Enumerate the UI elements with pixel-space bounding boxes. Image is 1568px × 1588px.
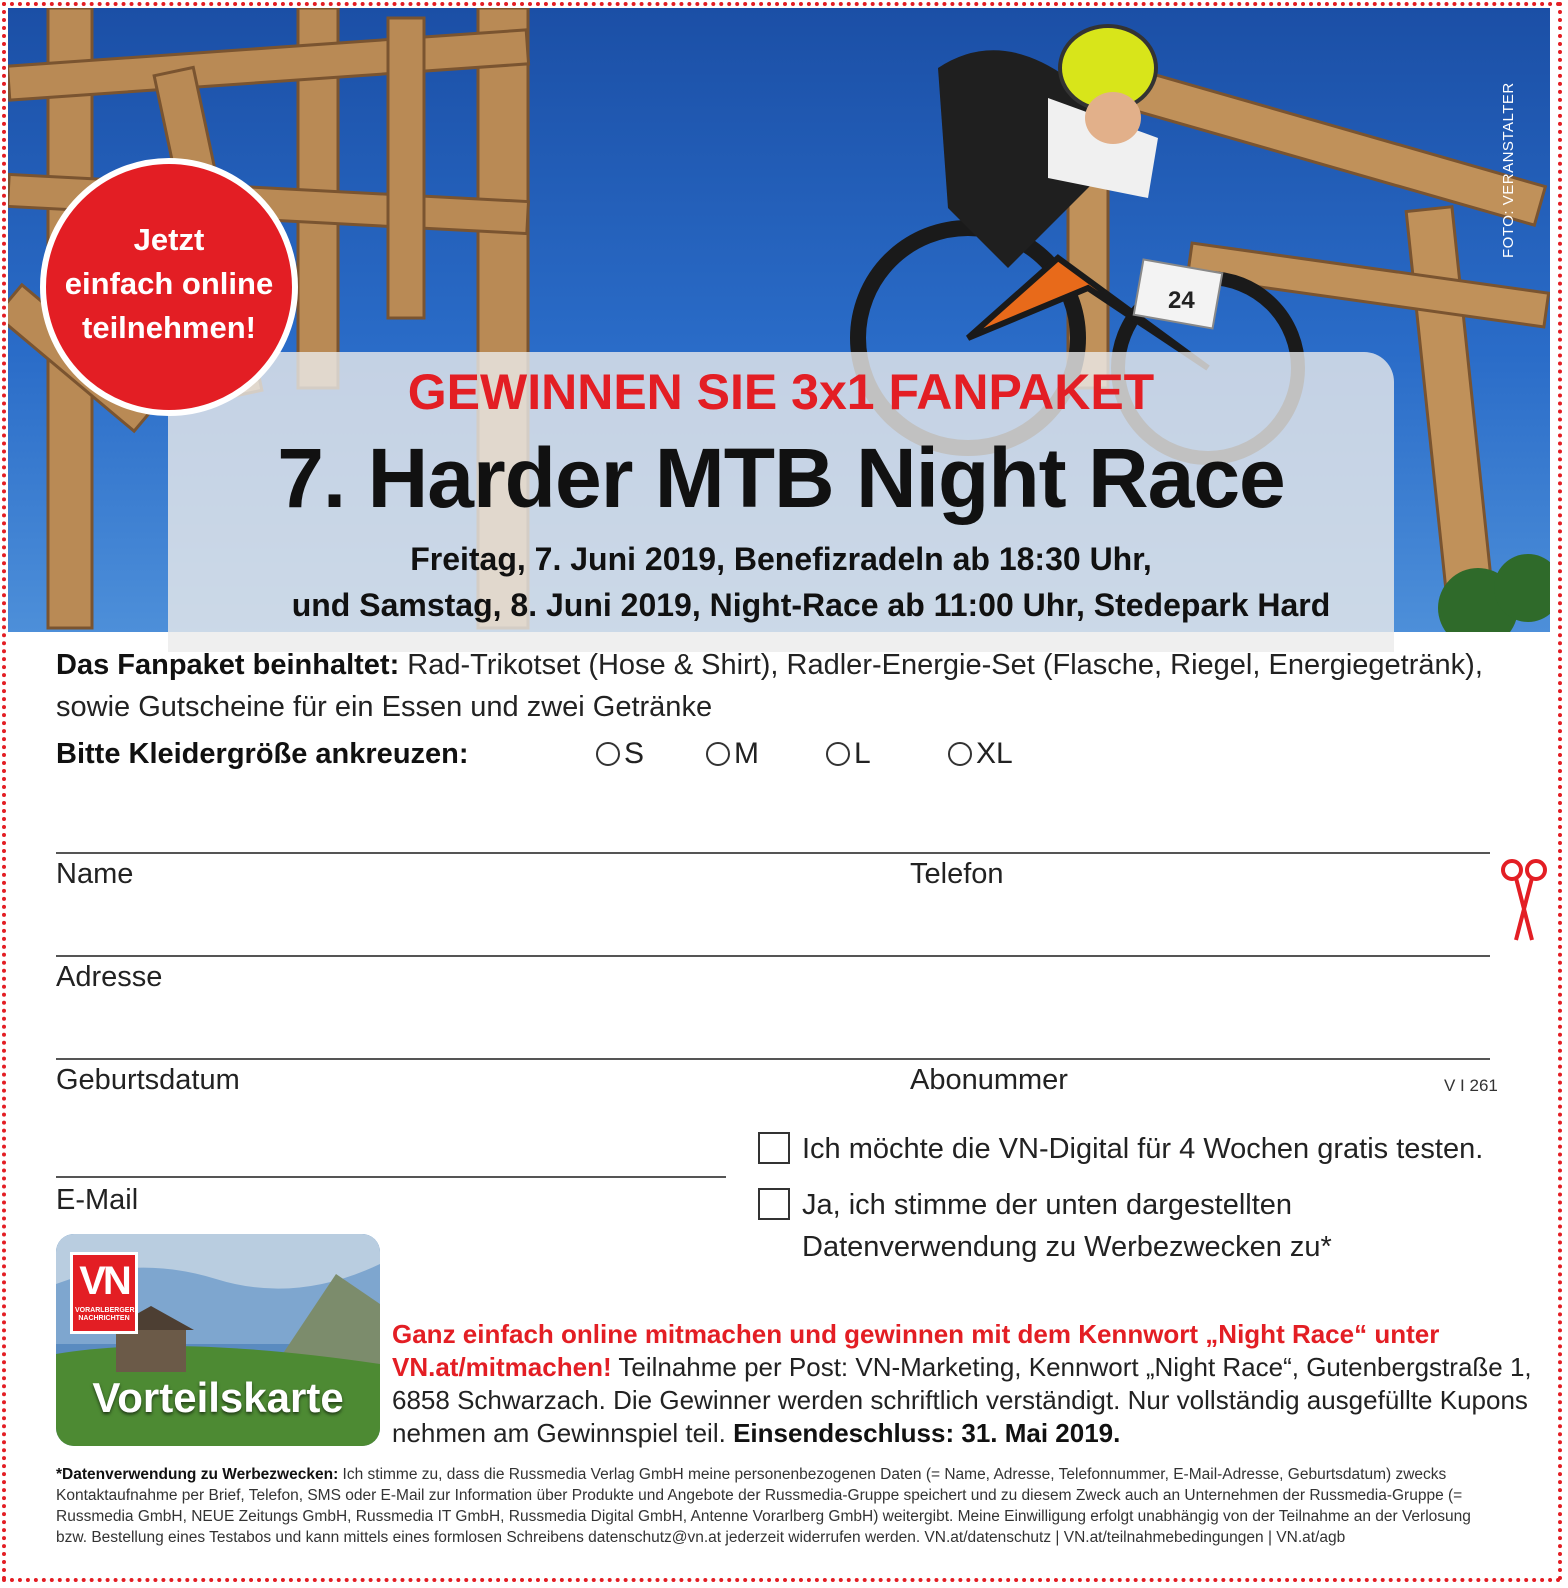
photo-credit: FOTO: VERANSTALTER bbox=[1500, 82, 1517, 258]
adresse-line[interactable] bbox=[56, 955, 1490, 957]
radio-circle-icon[interactable] bbox=[826, 742, 850, 766]
fine-print-text: Ich stimme zu, dass die Russmedia Verlag GmbH meine personenbezogenen Daten (= Name, Adresse, Telefonnummer, E-Mail-Adresse, Geburtsdatum) zwecks Kontaktaufnahme per Brief, Telefon, SMS oder E-Mail zur Information über Produkte und Angebote der Russmedia-Gruppe speichert und zu diesem Zweck auch an Unternehmen der Russmedia-Gruppe (= Russmedia GmbH, NEUE Zeitungs GmbH, Russmedia IT GmbH, Russmedia Digital GmbH, Antenne Vorarlberg GmbH) weitergibt. Meine Einwilligung erfolgt unabhängig von der Teilnahme an der Verlosung bzw. Bestellung eines Testabos und kann mittels eines formlosen Schreibens datenschutz@vn.at jederzeit widerrufen werden. VN.at/datenschutz | VN.at/teilnahmebedingungen | VN.at/agb bbox=[56, 1466, 1471, 1546]
participation-info bbox=[392, 1318, 1532, 1450]
size-option-xl[interactable]: XL bbox=[948, 732, 1013, 776]
vorteilskarte-title: Vorteilskarte bbox=[92, 1374, 344, 1421]
participation-text: Teilnahme per Post: VN-Marketing, Kennwort „Night Race“, Gutenbergstraße 1, 6858 Schwarzach. Die Gewinner werden schriftlich verständigt. Nur vollständig ausgefüllte Kupons nehmen am Gewinnspiel teil. bbox=[392, 1352, 1532, 1448]
consent-option[interactable] bbox=[758, 1184, 1498, 1268]
email-label: E-Mail bbox=[56, 1184, 139, 1216]
headline-title: 7. Harder MTB Night Race bbox=[277, 431, 1285, 525]
size-selection bbox=[56, 732, 1156, 776]
coupon-code: V I 261 bbox=[1444, 1076, 1498, 1095]
deadline: Einsendeschluss: 31. Mai 2019. bbox=[733, 1418, 1121, 1448]
fanpaket-text: Rad-Trikotset (Hose & Shirt), Radler-Energie-Set (Flasche, Riegel, Energiegetränk), sowie Gutscheine für ein Essen und zwei Getränke bbox=[56, 649, 1483, 723]
headline-kicker: GEWINNEN SIE 3x1 FANPAKET bbox=[407, 364, 1155, 420]
name-telefon-line[interactable] bbox=[56, 852, 1490, 854]
radio-circle-icon[interactable] bbox=[948, 742, 972, 766]
telefon-label: Telefon bbox=[910, 858, 1004, 890]
adresse-label: Adresse bbox=[56, 961, 163, 993]
name-label: Name bbox=[56, 858, 134, 890]
size-label: Bitte Kleidergröße ankreuzen: bbox=[56, 738, 469, 770]
fanpaket-description bbox=[56, 644, 1496, 728]
scissors-icon bbox=[1500, 856, 1548, 944]
geburtsdatum-line[interactable] bbox=[56, 1058, 1490, 1060]
size-option-s[interactable]: S bbox=[596, 732, 644, 776]
consent-checkbox[interactable] bbox=[758, 1188, 790, 1220]
headline-date-line-2: und Samstag, 8. Juni 2019, Night-Race ab 11:00 Uhr, Stedepark Hard bbox=[291, 587, 1331, 623]
email-line[interactable] bbox=[56, 1176, 726, 1178]
geburtsdatum-label: Geburtsdatum bbox=[56, 1064, 240, 1096]
radio-circle-icon[interactable] bbox=[596, 742, 620, 766]
abonummer-label: Abonummer bbox=[910, 1064, 1068, 1096]
size-option-m[interactable]: M bbox=[706, 732, 759, 776]
participation-headline: Ganz einfach online mitmachen und gewinnen mit dem Kennwort „Night Race“ unter VN.at/mitmachen! bbox=[392, 1319, 1440, 1382]
radio-circle-icon[interactable] bbox=[706, 742, 730, 766]
consent-text: Ja, ich stimme der unten dargestellten Datenverwendung zu Werbezwecken zu* bbox=[802, 1189, 1332, 1263]
digital-trial-checkbox[interactable] bbox=[758, 1132, 790, 1164]
vorteilskarte bbox=[56, 1234, 380, 1446]
fine-print bbox=[56, 1464, 1506, 1548]
vn-logo: VN VORARLBERGER NACHRICHTEN bbox=[70, 1252, 138, 1334]
size-option-l[interactable]: L bbox=[826, 732, 871, 776]
headline-date-line-1: Freitag, 7. Juni 2019, Benefizradeln ab 18:30 Uhr, bbox=[410, 541, 1152, 577]
fanpaket-label: Das Fanpaket beinhaltet: bbox=[56, 649, 400, 681]
svg-text:24: 24 bbox=[1168, 287, 1195, 314]
online-badge[interactable] bbox=[40, 158, 298, 416]
online-badge-text: Jetzt einfach online teilnehmen! bbox=[64, 222, 274, 345]
digital-trial-text: Ich möchte die VN-Digital für 4 Wochen gratis testen. bbox=[802, 1133, 1484, 1165]
fine-print-label: *Datenverwendung zu Werbezwecken: bbox=[56, 1466, 339, 1483]
digital-trial-option[interactable] bbox=[758, 1128, 1498, 1170]
